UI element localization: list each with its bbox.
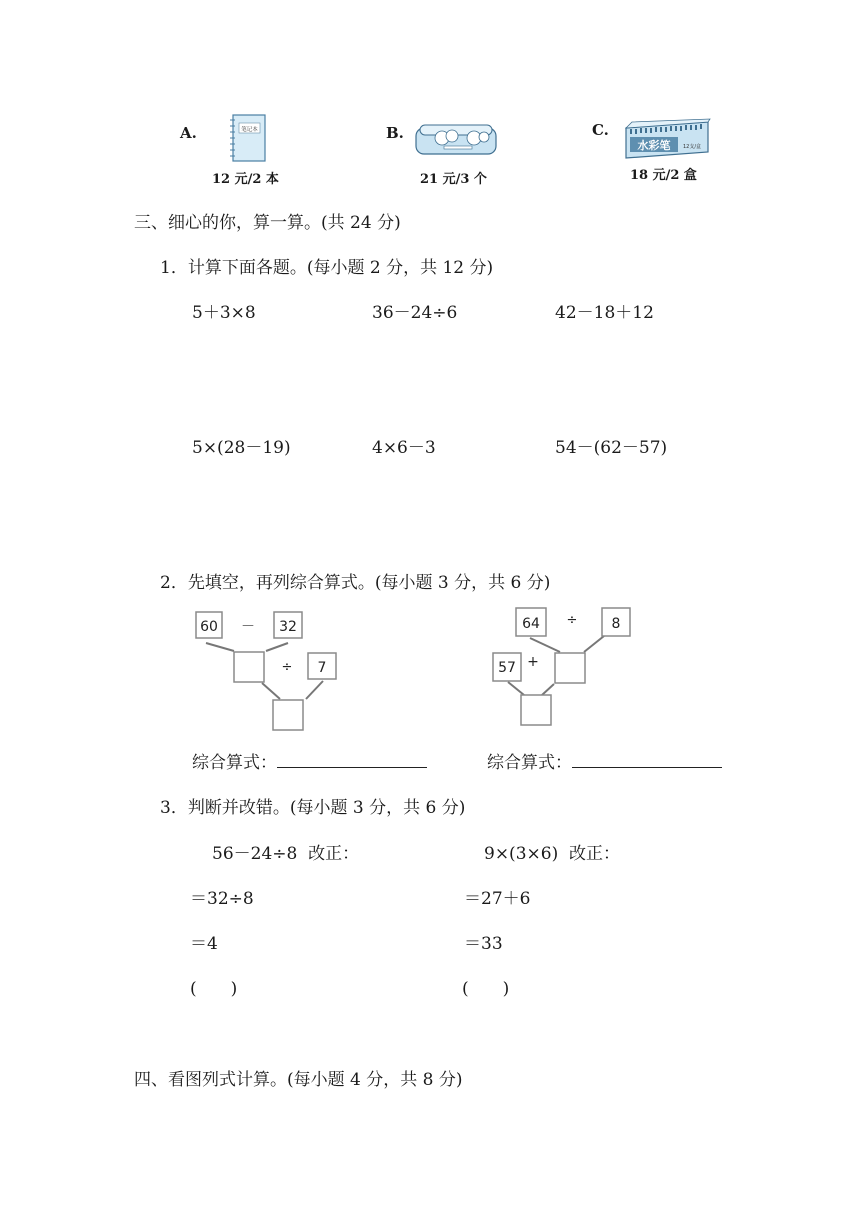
watercolor-box-label: 水彩笔	[637, 139, 671, 152]
q3-right-expr	[484, 839, 620, 864]
q1-item-2: 36－24÷6	[372, 303, 458, 323]
tree1-value-b: 32	[279, 619, 297, 635]
q3-right-step-2: ＝33	[464, 934, 503, 954]
notebook-label: 笔记本	[241, 127, 258, 133]
q1-item-6: 54－(62－57)	[555, 438, 668, 458]
option-a-price: 12 元/2 本	[212, 172, 279, 187]
notebook-icon	[228, 113, 268, 165]
option-c-letter: C.	[592, 121, 609, 139]
formula-line-1	[192, 748, 427, 773]
option-b-letter: B.	[386, 124, 404, 142]
q1-item-4: 5×(28－19)	[192, 438, 291, 458]
formula-answer-blank-1[interactable]	[277, 749, 427, 768]
tree2-op-1: ÷	[566, 613, 578, 628]
pencil-case-icon	[414, 122, 498, 158]
q3-left-expression: 56－24÷8	[212, 844, 298, 864]
tree2-op-2: +	[527, 654, 539, 670]
calc-tree-1	[190, 605, 350, 735]
calc-tree-2	[488, 600, 648, 730]
option-a-letter: A.	[180, 124, 197, 142]
option-c-price: 18 元/2 盒	[630, 168, 697, 183]
tree1-value-a: 60	[200, 619, 218, 635]
tree1-value-c: 7	[317, 660, 327, 676]
q3-left-step-2: ＝4	[190, 934, 218, 954]
tree1-answer-box-2	[273, 700, 303, 730]
formula-answer-blank-2[interactable]	[572, 749, 722, 768]
q3-left-fix-label: 改正：	[308, 844, 360, 864]
tree1-op-2: ÷	[281, 660, 293, 675]
q1-title: 1．计算下面各题。(每小题 2 分，共 12 分)	[160, 258, 494, 278]
q3-left-expr	[212, 839, 359, 864]
tree1-answer-box-1	[234, 652, 264, 682]
q3-left-judge[interactable]: ( )	[190, 979, 238, 999]
tree1-op-1: －	[241, 619, 255, 635]
tree2-value-a: 64	[522, 616, 540, 632]
tree2-value-c: 57	[498, 660, 516, 676]
q2-title: 2．先填空，再列综合算式。(每小题 3 分，共 6 分)	[160, 573, 551, 593]
q3-right-expression: 9×(3×6)	[484, 844, 559, 864]
q3-left-step-1: ＝32÷8	[190, 889, 254, 909]
q3-right-fix-label: 改正：	[569, 844, 621, 864]
q3-right-judge[interactable]: ( )	[462, 979, 510, 999]
q3-right-step-1: ＝27＋6	[464, 889, 531, 909]
watercolor-box-sub: 12支/盒	[682, 144, 702, 150]
q1-item-5: 4×6－3	[372, 438, 436, 458]
watercolor-pen-box-icon	[620, 118, 712, 162]
q3-title: 3．判断并改错。(每小题 3 分，共 6 分)	[160, 798, 466, 818]
formula-line-2	[487, 748, 722, 773]
q1-item-3: 42－18＋12	[555, 303, 654, 323]
tree2-answer-box-1	[555, 653, 585, 683]
option-b-price: 21 元/3 个	[420, 172, 487, 187]
q1-item-1: 5＋3×8	[192, 303, 256, 323]
section-4-title: 四、看图列式计算。(每小题 4 分，共 8 分)	[134, 1070, 463, 1090]
formula-label-2: 综合算式：	[487, 753, 572, 773]
section-3-title: 三、细心的你，算一算。(共 24 分)	[134, 213, 401, 233]
tree2-answer-box-2	[521, 695, 551, 725]
tree2-value-b: 8	[611, 616, 621, 632]
formula-label-1: 综合算式：	[192, 753, 277, 773]
